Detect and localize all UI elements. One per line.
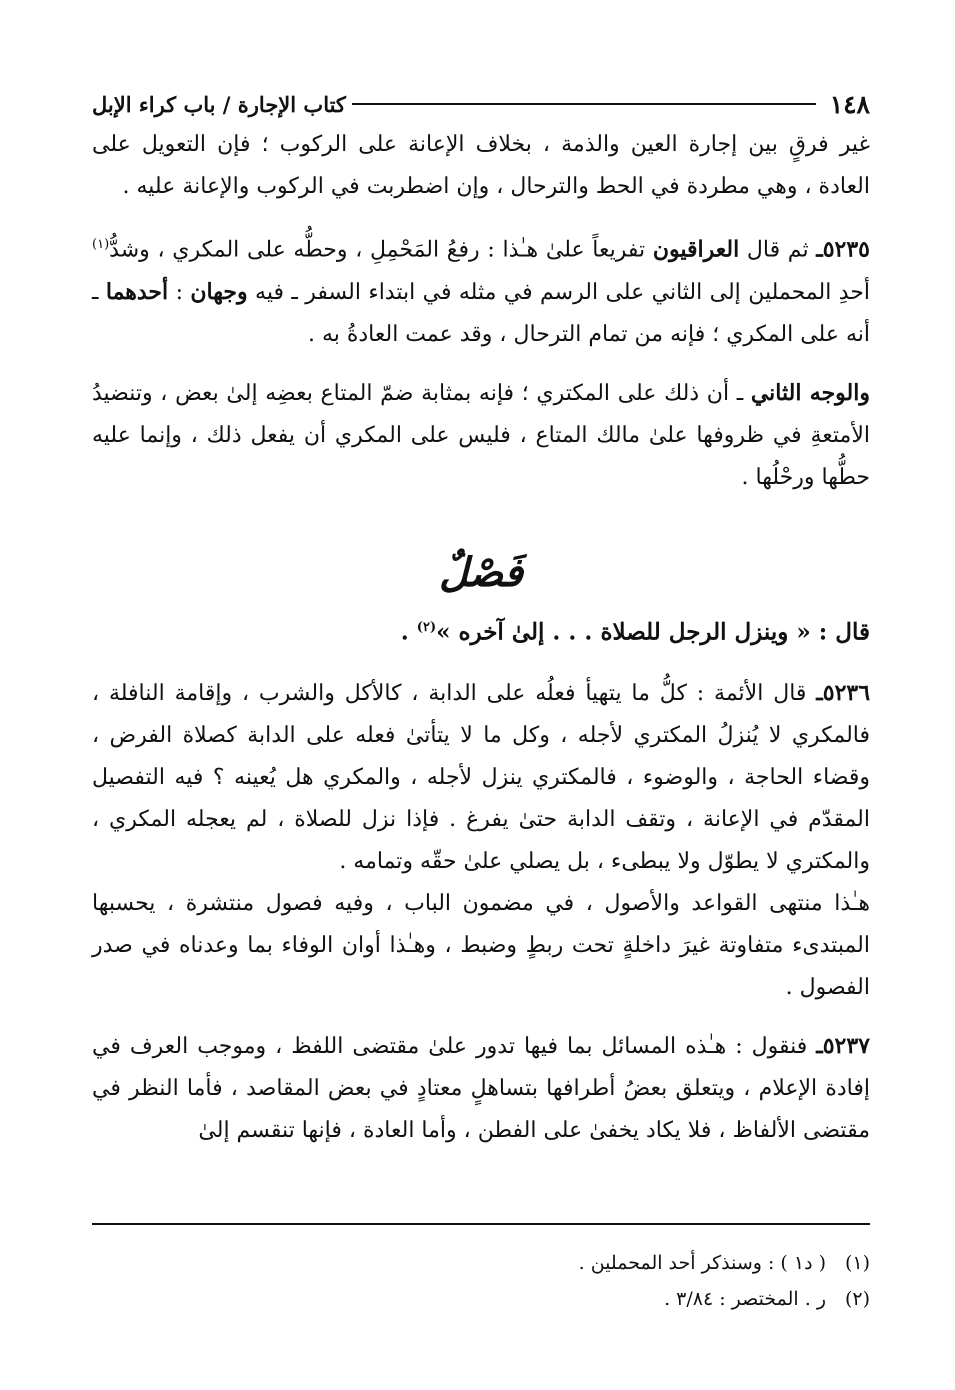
qal-label: قال :	[818, 618, 870, 646]
paragraph-5235	[92, 224, 870, 356]
paragraph-lead: ثم قال	[746, 237, 809, 263]
footnote-number: (٢)	[844, 1288, 870, 1310]
page	[92, 84, 870, 1152]
bold-term-wajhan: وجهان	[190, 279, 248, 306]
paragraph-text: هـٰذا منتهى القواعد والأصول ، في مضمون الباب ، وفيه فصول منتشرة ، يحسبها المبتدىء متفاوتة غيرَ داخلةٍ تحت ربطٍ وضبط ، وهـٰذا أوان الوفاء بما وعدناه في صدر الفصول .	[92, 890, 870, 1000]
page-number: ١٤٨	[829, 89, 870, 119]
paragraph-text: : هـٰذه المسائل بما فيها تدور علىٰ مقتضى اللفظ ، وموجب العرف في إفادة الإعلام ، ويتعلق بعضُ أطرافها بتساهلٍ معتادٍ في بعض المقاصد ، فأما النظر في مقتضى الألفاظ ، فلا يكاد يخفىٰ على الفطن ، وأما العادة ، فإنها تنقسم إلىٰ	[92, 1033, 870, 1143]
footnote-1	[92, 1245, 870, 1281]
footnote-ref-2[interactable]: (٢)	[416, 620, 437, 636]
quoted-rule	[92, 605, 870, 656]
paragraph-number: ٥٢٣٥ـ	[816, 236, 870, 263]
footnote-number: (١)	[844, 1252, 870, 1274]
section-heading-fasl: فَصْلٌ	[438, 549, 524, 597]
paragraph-number: ٥٢٣٧ـ	[816, 1032, 870, 1059]
running-header	[92, 84, 870, 124]
header-rule	[352, 103, 816, 105]
bold-term-iraqiyyun: العراقيون	[652, 236, 740, 263]
paragraph-lead: فنقول	[751, 1033, 808, 1059]
paragraph-second-view	[92, 372, 870, 499]
paragraph-summary	[92, 883, 870, 1009]
paragraph-5236	[92, 672, 870, 883]
footnotes	[92, 1245, 870, 1317]
colon: :	[175, 280, 183, 306]
paragraph-text: قال الأئمة : كلُّ ما يتهيأ فعلُه على الدابة ، كالأكل والشرب ، وإقامة النافلة ، فالمكري لا يُنزلُ المكتري لأجله ، وكل ما لا يتأتىٰ فعله على الدابة كصلاة الفرض ، وقضاء الحاجة ، والوضوء ، فالمكتري ينزل لأجله ، والمكري هل يُعينه ؟ فيه التفصيل المقدّم في الإعانة ، وتقف الدابة حتىٰ يفرغ . فإذا نزل للصلاة ، لم يعجله المكري ، والمكتري لا يطوّل ولا يبطىء ، بل يصلي علىٰ حقّه وتمامه .	[92, 680, 870, 874]
paragraph-text: تفريعاً علىٰ هـٰذا : رفعُ المَحْمِلِ ، وحطُّه على المكري ، وشدُّ	[109, 237, 646, 263]
footnote-text: ر . المختصر : ٣/٨٤ .	[664, 1288, 826, 1310]
paragraph-text: غير فرقٍ بين إجارة العين والذمة ، بخلاف الإعانة على الركوب ؛ فإن التعويل على العادة ، وهي مطردة في الحط والترحال ، وإن اضطربت في الركوب والإعانة عليه .	[92, 132, 870, 199]
paragraph-5237	[92, 1025, 870, 1152]
bold-term-ahaduhuma: أحدهما	[105, 279, 169, 306]
paragraph-text: أحدِ المحملين إلى الثاني على الرسم في مثله في ابتداء السفر ـ فيه	[255, 280, 870, 306]
footnote-text: ( د١ ) : وسنذكر أحد المحملين .	[578, 1252, 826, 1274]
footnote-2	[92, 1281, 870, 1317]
paragraph-text: ـ أن ذلك على المكتري ؛ فإنه بمثابة ضمّ المتاع بعضِه إلىٰ بعض ، وتنضيدُ الأمتعةِ في ظروفها علىٰ مالك المتاع ، فليس على المكري أن يفعل ذلك ، وإنما عليه حطُّها ورحْلُها .	[92, 381, 870, 491]
period: .	[400, 618, 409, 646]
paragraph-text: ـ أنه على المكري ؛ فإنه من تمام الترحال ، وقد عمت العادةُ به .	[92, 280, 870, 348]
footnote-ref-1[interactable]: (١)	[92, 237, 110, 252]
qal-text: « وينزل الرجل للصلاة . . . إلىٰ آخره »	[436, 618, 811, 646]
footnote-rule	[92, 1223, 870, 1225]
running-title: كتاب الإجارة / باب كراء الإبل	[92, 91, 346, 117]
bold-term-second-view: والوجه الثاني	[750, 380, 870, 407]
paragraph-number: ٥٢٣٦ـ	[816, 679, 871, 706]
paragraph-continuation	[92, 124, 870, 208]
